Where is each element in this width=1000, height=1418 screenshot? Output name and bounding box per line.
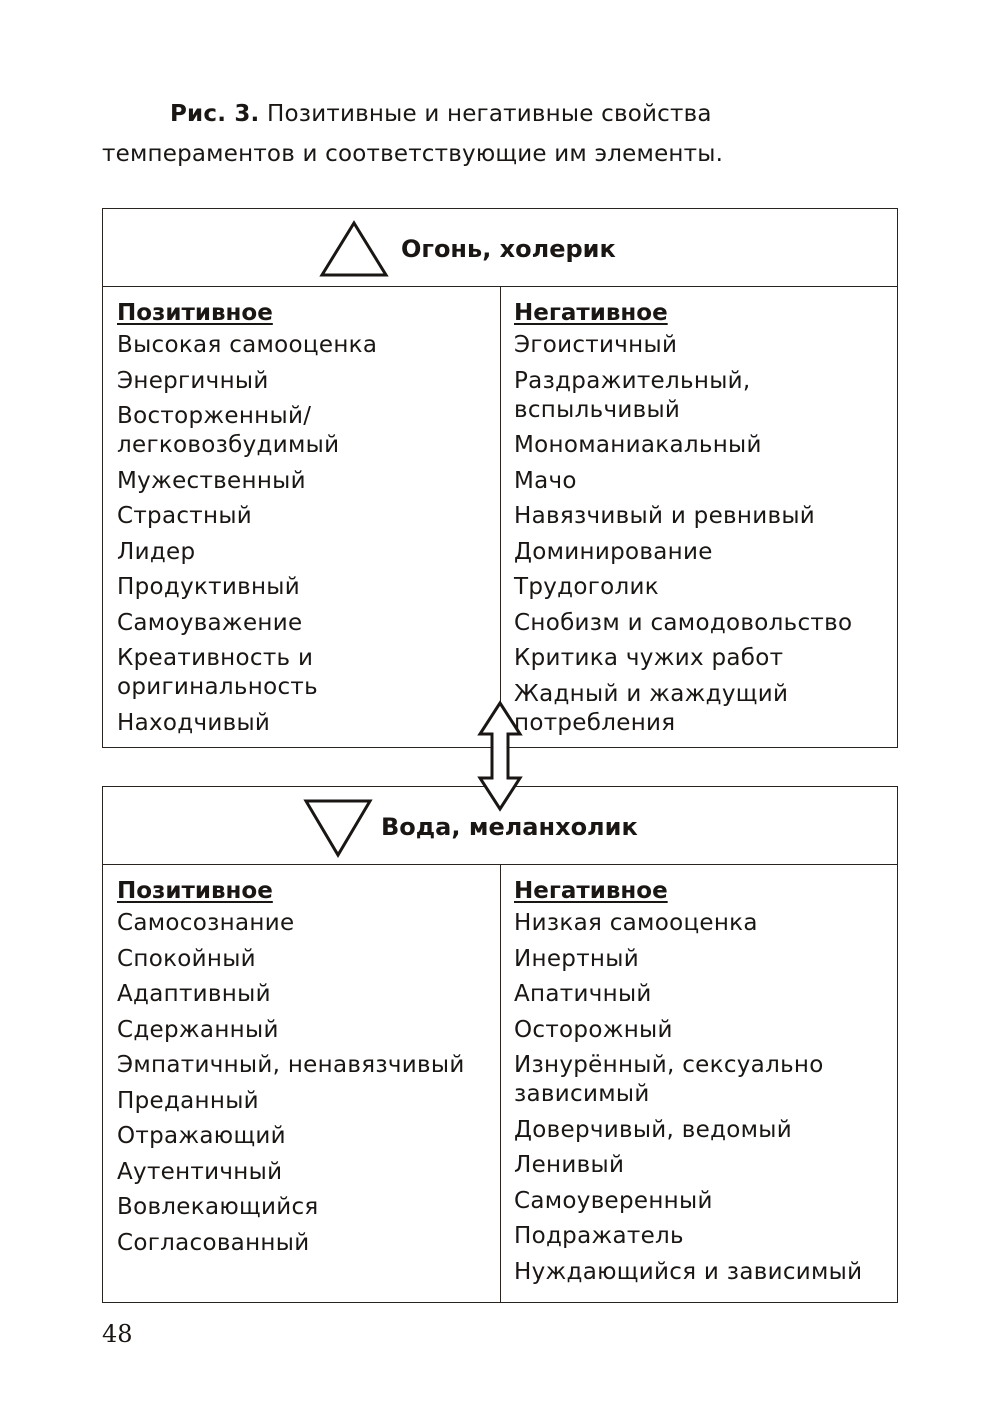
water-positive-item: Самосознание: [117, 910, 295, 936]
water-positive-header: Позитивное: [117, 878, 273, 904]
water-table: [102, 786, 898, 1303]
water-triangle-icon: [303, 797, 373, 859]
water-columns: [103, 865, 897, 1302]
fire-positive-item: Находчивый: [117, 709, 271, 736]
water-negative-item: Доверчивый, ведомый: [514, 1116, 793, 1143]
fire-positive-item: Лидер: [117, 538, 196, 565]
fire-negative-header: Негативное: [514, 300, 668, 326]
fire-triangle-icon: [319, 219, 389, 279]
water-positive-item: Преданный: [117, 1087, 259, 1114]
fire-negative-item: Раздражительный, вспыльчивый: [514, 367, 751, 423]
water-negative-item: Изнурённый, сексуально зависимый: [514, 1052, 824, 1107]
page-number: 48: [102, 1320, 133, 1348]
water-positive-item: Аутентичный: [117, 1158, 283, 1185]
fire-table: [102, 208, 898, 748]
caption-label: Рис. 3.: [170, 101, 260, 127]
column-divider: [500, 865, 501, 1302]
fire-positive-item: Креативность и оригинальность: [117, 645, 318, 700]
fire-negative-item: Навязчивый и ревнивый: [514, 503, 816, 529]
fire-positive-item: Восторженный/ легковозбудимый: [117, 403, 340, 458]
fire-positive-column: [117, 295, 495, 744]
water-negative-item: Низкая самооценка: [514, 910, 758, 936]
fire-positive-item: Высокая самооценка: [117, 332, 378, 358]
fire-positive-item: Мужественный: [117, 467, 306, 494]
water-negative-item: Апатичный: [514, 981, 652, 1007]
fire-negative-item: Эгоистичный: [514, 332, 678, 358]
fire-positive-item: Продуктивный: [117, 574, 301, 600]
water-positive-item: Согласованный: [117, 1229, 310, 1256]
fire-positive-item: Энергичный: [117, 367, 269, 394]
water-positive-item: Отражающий: [117, 1123, 286, 1149]
water-title: Вода, меланхолик: [381, 813, 638, 841]
fire-negative-item: Мономаниакальный: [514, 432, 762, 458]
fire-negative-item: Трудоголик: [514, 574, 659, 600]
water-positive-item: Вовлекающийся: [117, 1194, 319, 1220]
water-negative-header: Негативное: [514, 878, 668, 904]
fire-title: Огонь, холерик: [401, 235, 616, 263]
fire-header: [103, 209, 897, 287]
fire-negative-item: Снобизм и самодовольство: [514, 609, 853, 636]
fire-positive-header: Позитивное: [117, 300, 273, 326]
figure-caption: [102, 94, 902, 174]
water-negative-item: Ленивый: [514, 1152, 625, 1178]
water-negative-item: Осторожный: [514, 1016, 673, 1043]
water-positive-column: [117, 873, 495, 1264]
column-divider: [500, 287, 501, 747]
fire-negative-column: [514, 295, 894, 744]
water-negative-item: Самоуверенный: [514, 1187, 713, 1214]
water-positive-item: Спокойный: [117, 945, 256, 972]
water-negative-item: Инертный: [514, 945, 639, 972]
caption-text: Позитивные и негативные свойства темпераментов и соответствующие им элементы.: [102, 101, 724, 167]
fire-negative-item: Критика чужих работ: [514, 645, 784, 671]
fire-negative-item: Доминирование: [514, 538, 713, 565]
fire-negative-item: Жадный и жаждущий потребления: [514, 680, 789, 736]
water-positive-item: Сдержанный: [117, 1016, 279, 1043]
fire-columns: [103, 287, 897, 747]
fire-positive-item: Страстный: [117, 503, 253, 529]
water-negative-column: [514, 873, 894, 1293]
fire-negative-item: Мачо: [514, 467, 577, 494]
water-negative-item: Нуждающийся и зависимый: [514, 1258, 863, 1285]
water-negative-item: Подражатель: [514, 1223, 684, 1249]
water-positive-item: Адаптивный: [117, 981, 271, 1007]
water-positive-item: Эмпатичный, ненавязчивый: [117, 1052, 465, 1078]
double-arrow-icon: [476, 700, 524, 812]
fire-positive-item: Самоуважение: [117, 609, 303, 636]
